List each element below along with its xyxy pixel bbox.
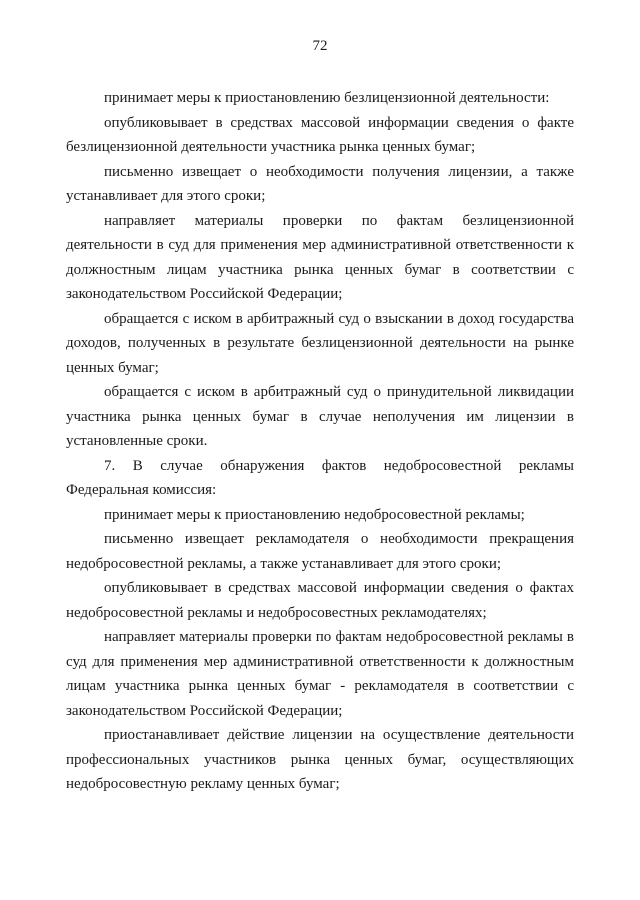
paragraph: письменно извещает о необходимости получения лицензии, а также устанавливает для этого сроки;: [66, 163, 574, 204]
body-text: [66, 86, 574, 797]
paragraph: обращается с иском в арбитражный суд о взыскании в доход государства доходов, полученных в результате безлицензионной деятельности на рынке ценных бумаг;: [66, 310, 574, 376]
page-number: 72: [312, 38, 328, 54]
paragraph: направляет материалы проверки по фактам недобросовестной рекламы в суд для применения мер административной ответственности к должностным лицам участника рынка ценных бумаг - рекламодателя в соответствии с законодательством Российской Федерации;: [66, 629, 574, 719]
paragraph: направляет материалы проверки по фактам безлицензионной деятельности в суд для применения мер административной ответственности к должностным лицам участника рынка ценных бумаг в соответствии с законодательством Российской Федерации;: [66, 212, 574, 302]
paragraph: обращается с иском в арбитражный суд о принудительной ликвидации участника рынка ценных бумаг в случае неполучения им лицензии в установленные сроки.: [66, 384, 574, 449]
paragraph: опубликовывает в средствах массовой информации сведения о факте безлицензионной деятельности участника рынка ценных бумаг;: [66, 114, 574, 155]
paragraph: опубликовывает в средствах массовой информации сведения о фактах недобросовестной рекламы и недобросовестных рекламодателях;: [66, 580, 574, 621]
paragraph: приостанавливает действие лицензии на осуществление деятельности профессиональных участников рынка ценных бумаг, осуществляющих недобросовестную рекламу ценных бумаг;: [66, 727, 574, 792]
paragraph: принимает меры к приостановлению недобросовестной рекламы;: [104, 506, 525, 523]
section-item-7: 7. В случае обнаружения фактов недобросовестной рекламы Федеральная комиссия:: [66, 457, 574, 498]
paragraph: принимает меры к приостановлению безлицензионной деятельности:: [104, 90, 550, 106]
paragraph: письменно извещает рекламодателя о необходимости прекращения недобросовестной рекламы, а также устанавливает для этого сроки;: [66, 531, 574, 572]
